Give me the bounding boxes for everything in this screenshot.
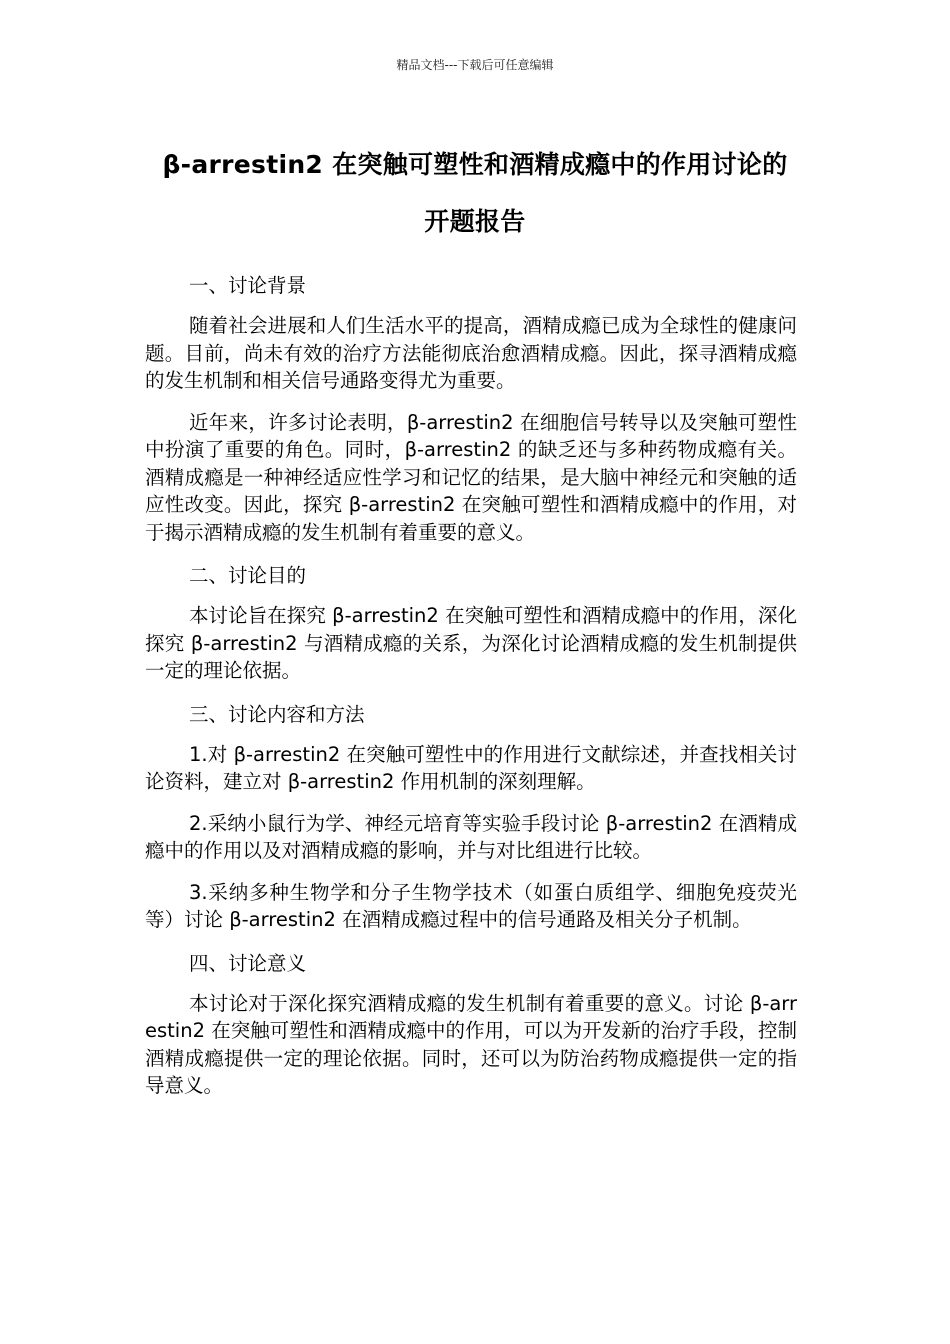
paragraph: 1.对 β-arrestin2 在突触可塑性中的作用进行文献综述，并查找相关讨论资料，建立对 β-arrestin2 作用机制的深刻理解。	[145, 742, 797, 793]
paragraph: 本讨论对于深化探究酒精成瘾的发生机制有着重要的意义。讨论 β-arrestin2 在突触可塑性和酒精成瘾中的作用，可以为开发新的治疗手段，控制酒精成瘾提供一定的理论依据。同时，还可以为防治药物成瘾提供一定的指导意义。	[145, 991, 797, 1097]
paragraph: 近年来，许多讨论表明，β-arrestin2 在细胞信号转导以及突触可塑性中扮演了重要的角色。同时，β-arrestin2 的缺乏还与多种药物成瘾有关。酒精成瘾是一种神经适应性学习和记忆的结果，是大脑中神经元和突触的适应性改变。因此，探究 β-arrestin2 在突触可塑性和酒精成瘾中的作用，对于揭示酒精成瘾的发生机制有着重要的意义。	[145, 410, 797, 544]
paragraph: 2.采纳小鼠行为学、神经元培育等实验手段讨论 β-arrestin2 在酒精成瘾中的作用以及对酒精成瘾的影响，并与对比组进行比较。	[145, 811, 797, 862]
title-line-1: β-arrestin2 在突触可塑性和酒精成瘾中的作用讨论的	[162, 150, 788, 179]
paragraph: 随着社会进展和人们生活水平的提高，酒精成瘾已成为全球性的健康问题。目前，尚未有效的治疗方法能彻底治愈酒精成瘾。因此，探寻酒精成瘾的发生机制和相关信号通路变得尤为重要。	[145, 314, 797, 392]
title-line-2: 开题报告	[424, 207, 526, 236]
section-heading: 三、讨论内容和方法	[189, 702, 365, 726]
document-title	[100, 136, 850, 250]
paragraph: 3.采纳多种生物学和分子生物学技术（如蛋白质组学、细胞免疫荧光等）讨论 β-arrestin2 在酒精成瘾过程中的信号通路及相关分子机制。	[145, 880, 797, 931]
paragraph: 本讨论旨在探究 β-arrestin2 在突触可塑性和酒精成瘾中的作用，深化探究 β-arrestin2 与酒精成瘾的关系，为深化讨论酒精成瘾的发生机制提供一定的理论依据。	[145, 604, 797, 682]
section-background	[145, 270, 797, 546]
section-significance	[145, 948, 797, 1100]
document-body	[145, 270, 797, 1114]
section-content-and-methods	[145, 699, 797, 934]
section-heading: 一、讨论背景	[189, 274, 307, 297]
section-purpose	[145, 560, 797, 685]
section-heading: 二、讨论目的	[189, 564, 307, 587]
header-note: 精品文档---下载后可任意编辑	[396, 58, 554, 72]
section-heading: 四、讨论意义	[189, 951, 307, 975]
